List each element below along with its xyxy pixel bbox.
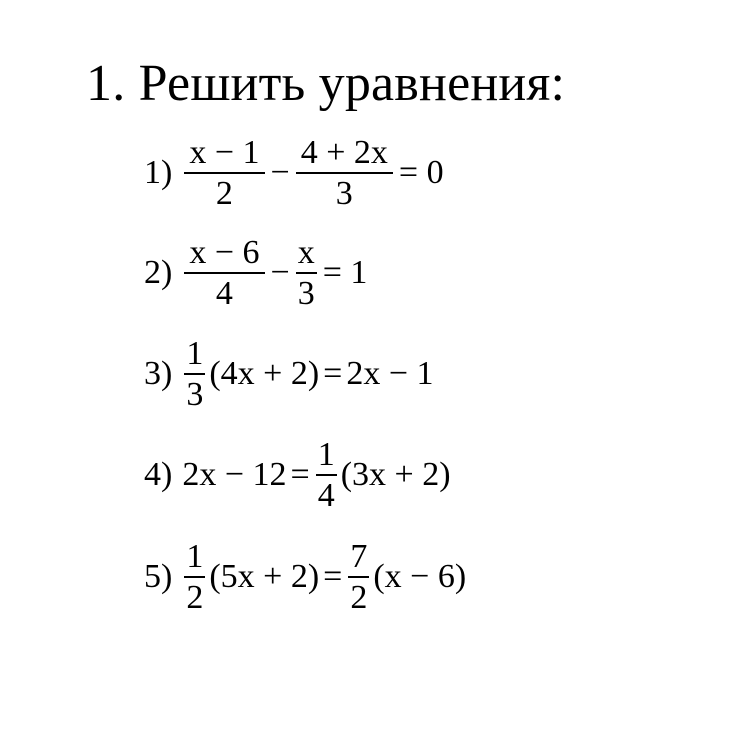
equals-sign: = (323, 558, 343, 595)
equals-sign: = (323, 355, 343, 392)
equation-5 (144, 536, 468, 618)
fraction-bar (316, 474, 337, 476)
equation-number-5: 5) (144, 558, 173, 595)
minus-operator: − (270, 254, 290, 291)
fraction-denominator: 2 (350, 578, 368, 616)
fraction-numerator: 1 (186, 537, 204, 575)
equation-5-left-fraction (184, 539, 205, 616)
equation-number-4: 4) (144, 456, 173, 493)
fraction-denominator: 3 (186, 375, 204, 413)
equation-2-result: = 1 (322, 254, 368, 291)
equation-number-3: 3) (144, 355, 173, 392)
equation-5-right-expression: (x − 6) (373, 558, 467, 595)
worksheet-title: 1. Решить уравнения: (86, 55, 566, 112)
equation-3-fraction (184, 336, 205, 413)
equation-1 (144, 132, 446, 214)
fraction-bar (184, 172, 264, 174)
equation-2 (144, 232, 369, 314)
fraction-bar (296, 272, 317, 274)
fraction-numerator: x − 1 (189, 133, 260, 171)
equation-1-right-fraction (296, 135, 393, 212)
equation-number-1: 1) (144, 154, 173, 191)
fraction-numerator: 7 (350, 537, 368, 575)
fraction-bar (296, 172, 393, 174)
fraction-numerator: 1 (317, 435, 335, 473)
fraction-bar (348, 576, 369, 578)
fraction-numerator: 4 + 2x (300, 133, 388, 171)
equation-4-right-expression: (3x + 2) (340, 456, 451, 493)
fraction-denominator: 3 (335, 174, 353, 212)
equation-3-right-expression: 2x − 1 (346, 355, 434, 392)
equation-3-left-expression: (4x + 2) (209, 355, 320, 392)
equation-5-left-expression: (5x + 2) (209, 558, 320, 595)
equation-4 (144, 434, 453, 516)
fraction-bar (184, 272, 264, 274)
equation-2-right-fraction (296, 235, 317, 312)
fraction-numerator: x (297, 233, 315, 271)
equation-2-left-fraction (184, 235, 264, 312)
fraction-denominator: 3 (297, 274, 315, 312)
equation-3 (144, 333, 436, 415)
equation-1-result: = 0 (398, 154, 444, 191)
fraction-denominator: 4 (215, 274, 233, 312)
fraction-bar (184, 576, 205, 578)
equation-1-left-fraction (184, 135, 264, 212)
equation-number-2: 2) (144, 254, 173, 291)
equation-4-fraction (316, 437, 337, 514)
fraction-denominator: 2 (215, 174, 233, 212)
minus-operator: − (270, 154, 290, 191)
fraction-denominator: 2 (186, 578, 204, 616)
fraction-denominator: 4 (317, 476, 335, 514)
fraction-bar (184, 373, 205, 375)
equals-sign: = (290, 456, 310, 493)
equation-5-right-fraction (348, 539, 369, 616)
fraction-numerator: x − 6 (189, 233, 260, 271)
equation-4-left-expression: 2x − 12 (182, 456, 287, 493)
fraction-numerator: 1 (186, 334, 204, 372)
